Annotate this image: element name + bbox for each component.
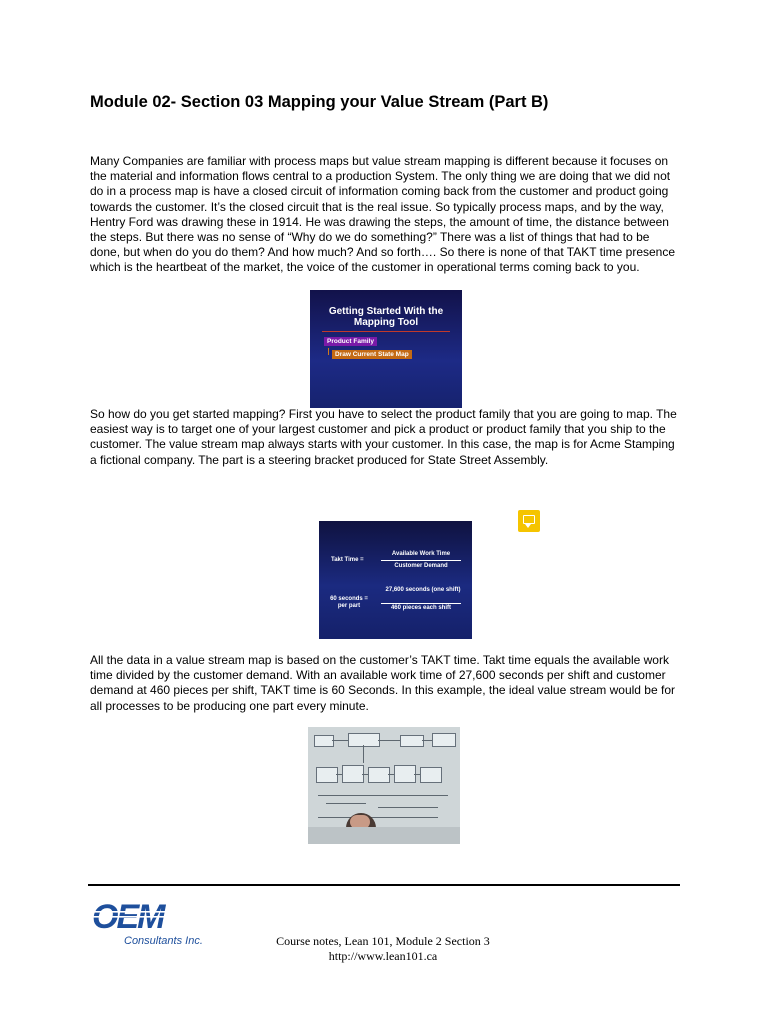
- slide-title-underline: [322, 331, 450, 332]
- footer-url[interactable]: http://www.lean101.ca: [328, 949, 438, 963]
- svg-text:Consultants Inc.: Consultants Inc.: [124, 935, 203, 947]
- paragraph-takt-time: All the data in a value stream map is based on the customer’s TAKT time. Takt time equals the available work time divided by the customer demand. With an available work time of 27,600 seconds per shift and customer demand at 460 pieces per shift, TAKT time is 60 Seconds. In this example, the ideal value stream would be for all processes to be producing one part every minute.: [90, 653, 675, 713]
- fraction-bar: [381, 560, 461, 561]
- whiteboard-video-still: [308, 727, 460, 844]
- paragraph-intro: Many Companies are familiar with process maps but value stream mapping is different because it focuses on the material and information flows central to a production System. The only thing we are doing that we did not do in a process map is have a closed circuit of information coming back from the customer and product going towards the customer. It’s the closed circuit that is the real issue. So typically process maps, and by the way, Hentry Ford was drawing these in 1914. He was drawing the steps, the amount of time, the distance between the steps. But there was no sense of “Why do we do something?” There was a list of things that had to be done, but when do you do them? And how much? And so forth…. So there is none of that TAKT time presence which is the heartbeat of the market, the voice of the customer in operational terms coming back to you.: [90, 154, 676, 275]
- paragraph-getting-started: So how do you get started mapping? First you have to select the product family that you are going to map. The easiest way is to target one of your largest customer and pick a product or product family that you ship to the customer. The value stream map always starts with your customer. In this case, the map is for Acme Stamping a fictional company. The part is a steering bracket produced for State Street Assembly.: [90, 407, 677, 467]
- footer-divider: [88, 884, 680, 886]
- footer-course-notes: Course notes, Lean 101, Module 2 Section 3: [276, 934, 490, 948]
- comment-icon[interactable]: [518, 510, 540, 532]
- takt-time-label: Takt Time =: [331, 557, 364, 563]
- slide-title: Getting Started With the Mapping Tool: [328, 306, 444, 328]
- customer-demand-label: Customer Demand: [394, 563, 448, 569]
- seconds-value: 27,600 seconds (one shift): [385, 587, 461, 593]
- tag-connector: [328, 348, 329, 355]
- current-state-map-tag: Draw Current State Map: [332, 350, 412, 359]
- slide-takt-time: [319, 521, 472, 639]
- fraction-bar-2: [381, 603, 461, 604]
- slide-getting-started: [310, 290, 462, 408]
- pieces-value: 460 pieces each shift: [390, 605, 452, 611]
- sixty-seconds-label: 60 seconds = per part: [330, 596, 368, 609]
- page-title: Module 02- Section 03 Mapping your Value Stream (Part B): [90, 93, 549, 111]
- oem-logo: [90, 895, 220, 950]
- available-work-time-label: Available Work Time: [391, 551, 451, 557]
- product-family-tag: Product Family: [324, 337, 377, 346]
